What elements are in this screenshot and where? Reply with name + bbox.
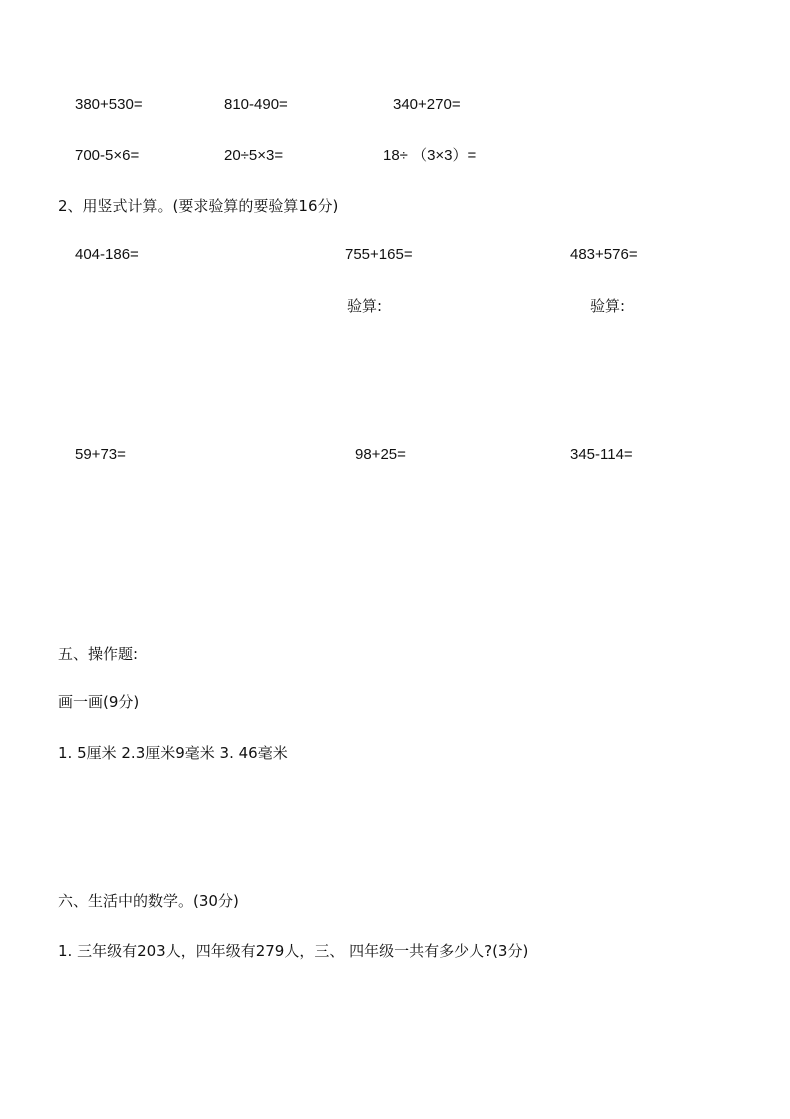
vertical-calc-r1-c2: 755+165= [345, 246, 413, 263]
section-5-item-1: 1. 5厘米 2.3厘米9毫米 3. 46毫米 [58, 744, 288, 762]
mental-math-r1-c3: 340+270= [393, 96, 461, 113]
section-2-heading: 2、用竖式计算。(要求验算的要验算16分) [58, 197, 339, 215]
vertical-calc-r1-c3: 483+576= [570, 246, 638, 263]
vertical-calc-r2-c2: 98+25= [355, 446, 406, 463]
mental-math-r2-c2: 20÷5×3= [224, 147, 284, 164]
mental-math-r2-c1: 700-5×6= [75, 147, 140, 164]
check-label-2: 验算: [590, 297, 626, 315]
vertical-calc-r1-c1: 404-186= [75, 246, 139, 263]
check-label-1: 验算: [347, 297, 383, 315]
section-5-heading: 五、操作题: [58, 645, 139, 663]
section-6-item-1: 1. 三年级有203人，四年级有279人，三、 四年级一共有多少人?(3分) [58, 942, 529, 960]
mental-math-r1-c2: 810-490= [224, 96, 288, 113]
mental-math-r1-c1: 380+530= [75, 96, 143, 113]
vertical-calc-r2-c1: 59+73= [75, 446, 126, 463]
mental-math-r2-c3: 18÷ （3×3）= [383, 147, 477, 164]
vertical-calc-r2-c3: 345-114= [570, 446, 633, 463]
section-5-subheading: 画一画(9分) [58, 693, 140, 711]
section-6-heading: 六、生活中的数学。(30分) [58, 892, 239, 910]
